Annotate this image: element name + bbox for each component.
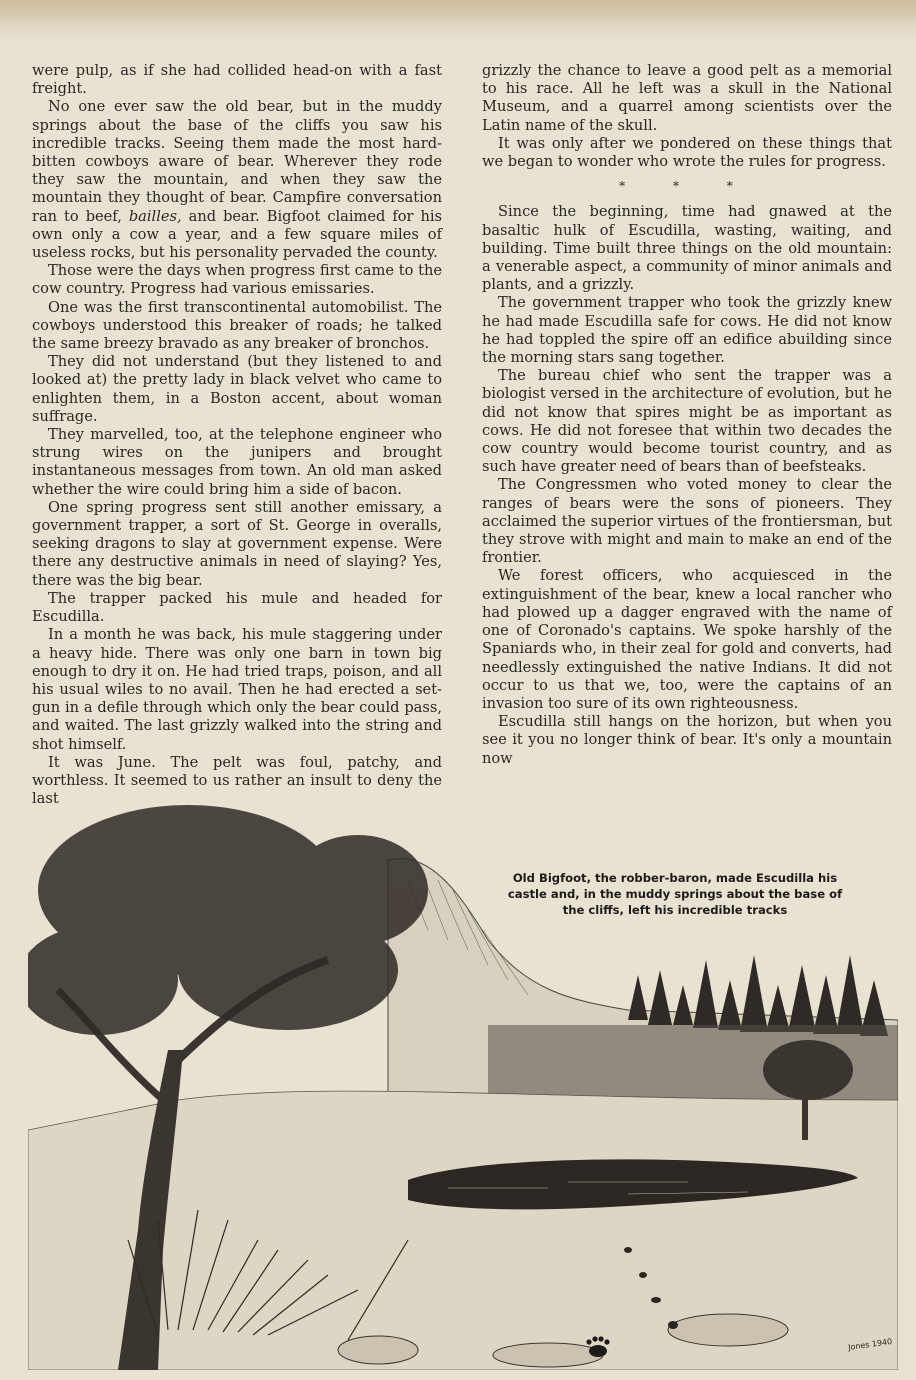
artist-signature: Jones 1940 [847,1336,893,1353]
paragraph: We forest officers, who acquiesced in the extinguishment of the bear, knew a local rancher who had plowed up a dagger engraved with the name of one of Coronado's captains. We spoke harshly of the Spaniards who, in their zeal for gold and converts, had needlessly extinguished the native Indians. It did not occur to us that we, too, were the captains of an invasion too sure of its own righteousness. [482,567,892,712]
tree-canopy [28,805,428,1035]
paragraph: One was the first transcontinental automobilist. The cowboys understood this breaker of roads; he talked the same breezy bravado as any breaker of bronchos. [32,298,442,353]
paragraph: Those were the days when progress first came to the cow country. Progress had various emissaries. [32,262,442,298]
illustration-caption: Old Bigfoot, the robber-baron, made Escudilla his castle and, in the muddy springs about the base of the cliffs, left his incredible tracks [507,871,843,917]
paragraph: It was only after we pondered on these things that we began to wonder who wrote the rules for progress. [482,134,892,171]
paragraph-text: No one ever saw the old bear, but in the muddy springs about the base of the cliffs you saw his incredible tracks. Seeing them made the most hard-bitten cowboys aware of bear. Wherever they rode they saw the mountain, and when they saw the mountain they thought of bear. Campfire conversation ran to beef, [32,98,442,225]
paragraph: They marvelled, too, at the telephone engineer who strung wires on the junipers and brought instantaneous messages from town. An old man asked whether the wire could bring him a side of bacon. [32,426,442,498]
paragraph: The bureau chief who sent the trapper was a biologist versed in the architecture of evolution, but he did not know that spires might be as important as cows. He did not foresee that within two decades the cow country would become tourist country, and as such have greater need of bears than of beefsteaks. [482,367,892,476]
paragraph: were pulp, as if she had collided head-on with a fast freight. [32,62,442,98]
small-tree-trunk [802,1080,808,1140]
left-text-column [32,62,442,808]
right-text-column [482,62,892,768]
paragraph: They did not understand (but they listened to and looked at) the pretty lady in black velvet who came to enlighten them, in a Boston accent, about woman suffrage. [32,353,442,425]
paragraph: It was June. The pelt was foul, patchy, and worthless. It seemed to us rather an insult to deny the last [32,753,442,808]
paragraph: Escudilla still hangs on the horizon, but when you see it you no longer think of bear. It's only a mountain now [482,713,892,767]
landscape-illustration [28,770,898,1370]
italic-word: bailles, [128,207,182,225]
paragraph: One spring progress sent still another emissary, a government trapper, a sort of St. George in overalls, seeking dragons to slay at government expense. Were there any destructive animals in need of slaying? Yes, there was the big bear. [32,498,442,589]
paper-stain [0,0,916,40]
paragraph-text: and bear. Bigfoot claimed for his own only a cow a year, and a few square miles of useless rocks, but his personality pervaded the county. [32,207,443,262]
conifer-forest [628,955,888,1036]
paragraph: In a month he was back, his mule staggering under a heavy hide. There was only one barn in town big enough to dry it on. He had tried traps, poison, and all his usual wiles to no avail. Then he had erected a set-gun in a defile through which only the bear could pass, and waited. The last grizzly walked into the string and shot himself. [32,626,442,753]
paragraph: The government trapper who took the grizzly knew he had made Escudilla safe for cows. He did not know he had toppled the spire off an edifice abuilding since the morning stars sang together. [482,294,892,367]
section-separator: * * * [619,179,755,194]
paragraph: The Congressmen who voted money to clear the ranges of bears were the sons of pioneers. They acclaimed the superior virtues of the frontiersman, but they strove with might and main to make an end of the frontier. [482,476,892,567]
paragraph [32,98,442,262]
paragraph: The trapper packed his mule and headed for Escudilla. [32,589,442,626]
paragraph: grizzly the chance to leave a good pelt as a memorial to his race. All he left was a skull in the National Museum, and a quarrel among scientists over the Latin name of the skull. [482,62,892,134]
paragraph: Since the beginning, time had gnawed at the basaltic hulk of Escudilla, wasting, waiting, and building. Time built three things on the old mountain: a venerable aspect, a community of minor animals and plants, and a grizzly. [482,203,892,294]
